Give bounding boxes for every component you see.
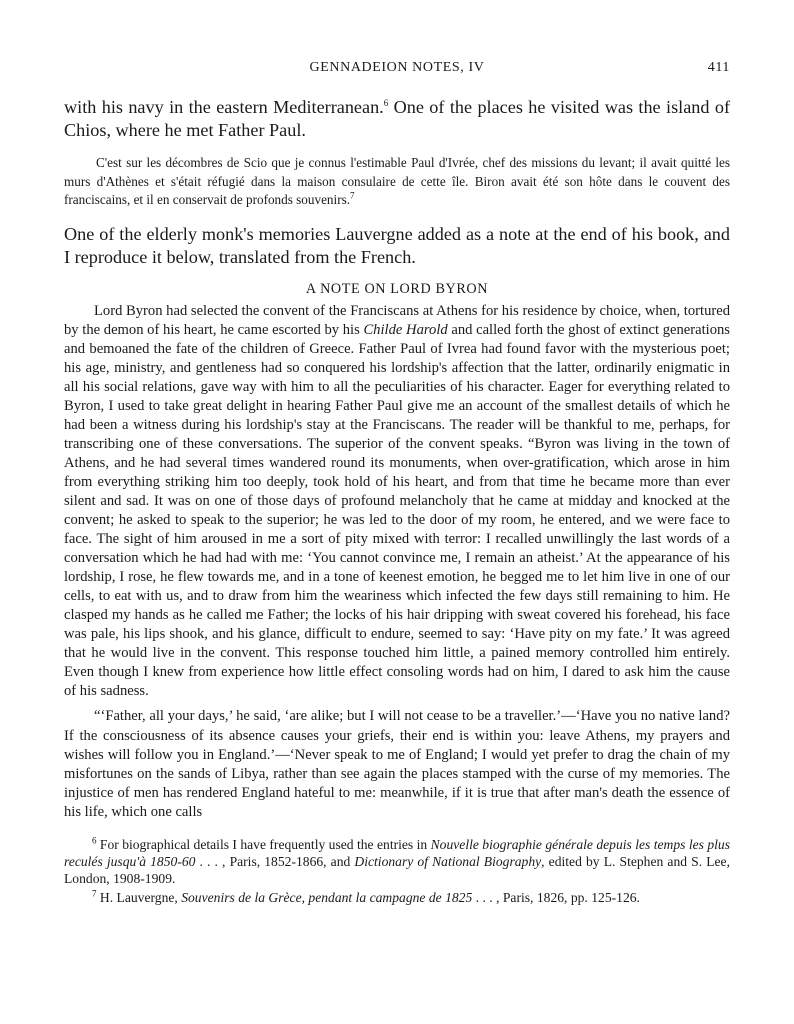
footnotes <box>64 836 730 906</box>
footnote-ref-7: 7 <box>350 190 355 201</box>
childe-harold-title: Childe Harold <box>363 321 448 338</box>
transition-paragraph: One of the elderly monk's memories Lauvergne added as a note at the end of his book, and I reproduce it below, translated from the French. <box>64 223 730 267</box>
footnote-7-marker: 7 <box>92 888 97 899</box>
footnote-6-part3: , edited by L. Stephen and S. Lee, London, 1908-1909. <box>64 853 730 886</box>
page <box>64 56 730 906</box>
byron-note-paragraph-2: “‘Father, all your days,’ he said, ‘are alike; but I will not cease to be a traveller.’—‘Have you no native land? If the consciousness of its absence causes your griefs, their end is within you: leave Athens, my prayers and wishes will follow you in England.’—‘Never speak to me of England; I would yet prefer to drag the chain of my misfortunes on the sands of Libya, rather than see again the places stamped with the curse of my memories. The injustice of men has rendered England hateful to me: meanwhile, if it is true that after man's death the essence of his life, which one calls <box>64 708 730 820</box>
running-head <box>64 56 730 82</box>
footnote-7-part1: H. Lauvergne, <box>99 889 182 905</box>
footnote-6-italic-title-1: Nouvelle biographie générale depuis les temps les plus reculés jusqu'à 1850-60 <box>64 836 730 869</box>
page-number: 411 <box>707 60 730 75</box>
french-quote-text: C'est sur les décombres de Scio que je connus l'estimable Paul d'Ivrée, chef des missions du levant; il avait quitté les murs d'Athènes et s'était réfugié dans la maison consulaire de cette île. Biron avait été son hôte dans le couvent des franciscains, et il en conservait de profonds souvenirs. <box>64 155 730 207</box>
section-title: A NOTE ON LORD BYRON <box>305 280 489 297</box>
footnote-6-italic-title-2: Dictionary of National Biography <box>354 853 542 869</box>
footnote-6-marker: 6 <box>92 835 97 846</box>
intro-paragraph <box>64 96 730 142</box>
footnote-7-italic-title: Souvenirs de la Grèce, pendant la campagne de 1825 <box>181 889 473 905</box>
footnote-ref-6: 6 <box>383 97 389 108</box>
intro-text-part1: with his navy in the eastern Mediterranean. <box>64 97 384 117</box>
byron-note-paragraph-1 <box>64 302 730 702</box>
footnote-7-part2: . . . , Paris, 1826, pp. 125-126. <box>472 889 640 905</box>
paragraph-1-part2: and called forth the ghost of extinct generations and bemoaned the fate of the children of Greece. Father Paul of Ivrea had found favor with the mysterious poet; his age, ministry, and gentleness had so conquered his lordship's affection that the latter, ordinarily enigmatic in all his social relations, gave way with him to all the peculiarities of his character. Eager for everything related to Byron, I used to take great delight in hearing Father Paul give me an account of the smallest details of which he had been a witness during his lordship's stay at the Franciscans. The reader will be thankful to me, perhaps, for transcribing one of these conversations. The superior of the convent speaks. “Byron was living in the town of Athens, and he had several times wandered round its monuments, when over-gratification, which arose in him from everything striking him too deeply, took hold of his heart, and from that time he became more than ever silent and sad. It was on one of those days of profound melancholy that he came at midday and knocked at the convent; he asked to speak to the superior; he was led to the door of my room, he entered, and we were face to face. The sight of him aroused in me a sort of pity mixed with terror: I recalled unwillingly the last words of a conversation which he had had with me: ‘You cannot convince me, I remain an atheist.’ At the appearance of his lordship, I rose, he flew towards me, and in a tone of keenest emotion, he begged me to let him live in one of our cells, to eat with us, and to draw from him the weariness which infected the few days still remaining to him. He clasped my hands as he called me Father; the locks of his hair dripping with sweat covered his forehead, his face was pale, his lips shook, and his glance, difficult to endure, seemed to say: ‘Have pity on my fate.’ It was agreed that he would live in the convent. This response touched him little, a pained memory controlled him entirely. Even though I knew from experience how little effect consoling words had on him, I dared to ask him the cause of his sadness. <box>64 321 730 700</box>
footnote-6 <box>64 836 730 887</box>
french-quote <box>64 154 730 210</box>
paragraph-1-part1: Lord Byron had selected the convent of the Franciscans at Athens for his residence by choice, when, tortured by the demon of his heart, he came escorted by his <box>64 302 730 338</box>
footnote-7 <box>64 889 730 906</box>
footnote-6-part1: For biographical details I have frequently used the entries in <box>99 836 431 852</box>
intro-text-part2: One of the places he visited was the island of Chios, where he met Father Paul. <box>64 97 731 140</box>
footnote-6-part2: . . . , Paris, 1852-1866, and <box>195 853 355 869</box>
running-title: GENNADEION NOTES, IV <box>309 60 485 75</box>
